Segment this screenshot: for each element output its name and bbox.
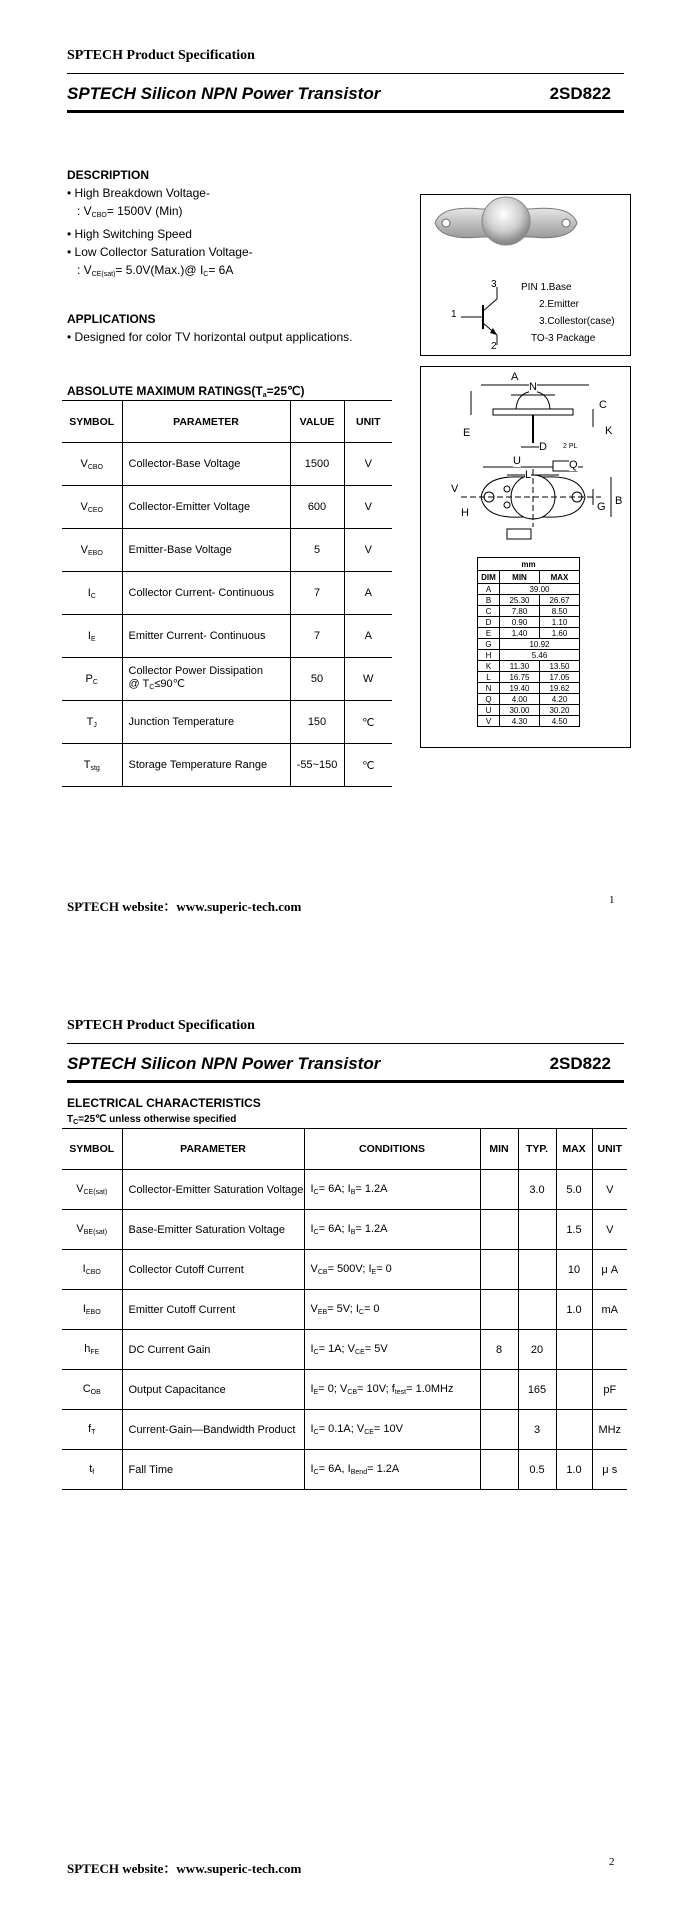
dimension-row	[478, 628, 580, 639]
dimension-header-dim: DIM	[478, 571, 500, 584]
parameter-cell: Collector-Emitter Voltage	[122, 486, 290, 529]
dimension-header-max: MAX	[540, 571, 580, 584]
dimension-row	[478, 606, 580, 617]
electrical-header-min: MIN	[480, 1129, 518, 1170]
pin-legend	[521, 279, 615, 347]
applications-item: • Designed for color TV horizontal output applications.	[67, 330, 353, 344]
ratings-header-row	[62, 401, 392, 443]
unit-cell: ℃	[344, 701, 392, 744]
dimension-label: B	[615, 495, 623, 507]
header-title: SPTECH Silicon NPN Power Transistor	[67, 1054, 381, 1073]
electrical-row	[62, 1330, 627, 1370]
unit-cell: pF	[592, 1370, 627, 1410]
parameter-cell: Collector-Emitter Saturation Voltage	[122, 1170, 304, 1210]
typ-cell	[518, 1210, 556, 1250]
description-list	[67, 184, 253, 284]
dimension-row	[478, 694, 580, 705]
symbol-cell: $V_{BE(sat)}$	[62, 1210, 122, 1250]
dimension-label: K	[605, 425, 613, 437]
electrical-row	[62, 1210, 627, 1250]
symbol-cell: $V_{CEO}$	[62, 486, 122, 529]
typ-cell: 0.5	[518, 1450, 556, 1490]
ratings-row	[62, 615, 392, 658]
unit-cell: W	[344, 658, 392, 701]
value-cell: 600	[290, 486, 344, 529]
unit-cell: MHz	[592, 1410, 627, 1450]
electrical-header-row	[62, 1129, 627, 1170]
electrical-header-typ: TYP.	[518, 1129, 556, 1170]
conditions-cell: $V_{EB}= 5V$; $I_C= 0$	[304, 1290, 480, 1330]
unit-cell: A	[344, 572, 392, 615]
symbol-cell: $V_{CBO}$	[62, 443, 122, 486]
parameter-cell: Storage Temperature Range	[122, 744, 290, 787]
value-cell: -55~150	[290, 744, 344, 787]
dimension-row	[478, 617, 580, 628]
dimension-figure	[420, 366, 631, 748]
footer-website: SPTECH website：www.superic-tech.com	[67, 1861, 302, 1876]
ratings-header-unit: UNIT	[344, 401, 392, 443]
header-spec: SPTECH Product Specification	[67, 1018, 255, 1033]
parameter-cell: Fall Time	[122, 1450, 304, 1490]
ratings-row	[62, 486, 392, 529]
symbol-cell: $I_C$	[62, 572, 122, 615]
min-cell	[480, 1250, 518, 1290]
dimension-label: G	[597, 501, 606, 513]
electrical-header-symbol: SYMBOL	[62, 1129, 122, 1170]
dim-value-cell: 8.50	[540, 606, 580, 617]
header-divider	[67, 1043, 624, 1044]
dim-cell: D	[478, 617, 500, 628]
package-figure	[420, 194, 631, 356]
dim-cell: E	[478, 628, 500, 639]
dim-value-cell: 1.10	[540, 617, 580, 628]
dimension-label: A	[511, 371, 519, 383]
electrical-row	[62, 1370, 627, 1410]
pin-legend-collector: 3.Collestor(case)	[539, 316, 615, 327]
value-cell: 7	[290, 615, 344, 658]
max-cell: 10	[556, 1250, 592, 1290]
dim-value-cell: 25.30	[500, 595, 540, 606]
dim-value-cell: 4.20	[540, 694, 580, 705]
min-cell: 8	[480, 1330, 518, 1370]
symbol-cell: $T_J$	[62, 701, 122, 744]
dimension-label: L	[525, 469, 532, 481]
dim-value-cell: 7.80	[500, 606, 540, 617]
typ-cell	[518, 1290, 556, 1330]
page-2	[0, 960, 678, 1920]
max-cell: 1.0	[556, 1290, 592, 1330]
unit-cell: μ s	[592, 1450, 627, 1490]
electrical-row	[62, 1410, 627, 1450]
dim-value-cell: 10.92	[500, 639, 580, 650]
parameter-cell: Emitter Cutoff Current	[122, 1290, 304, 1330]
pin-number-1: 1	[451, 309, 457, 320]
dim-value-cell: 16.75	[500, 672, 540, 683]
pin-legend-emitter: 2.Emitter	[539, 299, 580, 310]
dimension-drawing	[421, 367, 632, 547]
dim-value-cell: 26.67	[540, 595, 580, 606]
electrical-header-parameter: PARAMETER	[122, 1129, 304, 1170]
dimension-label: H	[461, 507, 469, 519]
dim-value-cell: 11.30	[500, 661, 540, 672]
header-part-number: 2SD822	[549, 84, 611, 103]
conditions-cell: $I_E= 0$; $V_{CB}= 10V$; $f_{test}= 1.0MHz$	[304, 1370, 480, 1410]
dimension-row	[478, 650, 580, 661]
dimension-label: D	[539, 441, 547, 453]
dimension-row	[478, 639, 580, 650]
value-cell: 50	[290, 658, 344, 701]
symbol-cell: $I_{EBO}$	[62, 1290, 122, 1330]
symbol-cell: $V_{CE(sat)}$	[62, 1170, 122, 1210]
header-rule	[67, 110, 624, 113]
min-cell	[480, 1170, 518, 1210]
description-item: : $V_{CE(sat)}=$ 5.0V(Max.)@ $I_C= 6A$	[77, 263, 234, 278]
electrical-heading: ELECTRICAL CHARACTERISTICS	[67, 1096, 261, 1110]
symbol-cell: $T_{stg}$	[62, 744, 122, 787]
dimension-label: N	[529, 381, 537, 393]
description-item: : $V_{CBO}= 1500V$ (Min)	[77, 204, 183, 219]
conditions-cell: $V_{CB}= 500V$; $I_E= 0$	[304, 1250, 480, 1290]
parameter-cell: Emitter-Base Voltage	[122, 529, 290, 572]
pin-number-2: 2	[491, 341, 497, 352]
dim-cell: N	[478, 683, 500, 694]
footer-website: SPTECH website：www.superic-tech.com	[67, 899, 302, 914]
dim-cell: L	[478, 672, 500, 683]
dimension-row	[478, 584, 580, 595]
dim-cell: H	[478, 650, 500, 661]
typ-cell: 3.0	[518, 1170, 556, 1210]
header-rule	[67, 1080, 624, 1083]
electrical-table	[62, 1128, 627, 1490]
symbol-cell: $t_f$	[62, 1450, 122, 1490]
description-item: • High Switching Speed	[67, 227, 192, 241]
max-cell	[556, 1370, 592, 1410]
dimension-row	[478, 716, 580, 727]
package-name: TO-3 Package	[531, 333, 596, 344]
page-number: 2	[609, 1856, 615, 1868]
dimension-table	[477, 557, 580, 727]
value-cell: 7	[290, 572, 344, 615]
parameter-cell: Collector Power Dissipation @ $T_C\le 90℃$	[122, 658, 290, 701]
symbol-cell: $f_T$	[62, 1410, 122, 1450]
typ-cell: 165	[518, 1370, 556, 1410]
max-cell: 1.0	[556, 1450, 592, 1490]
symbol-cell: $I_E$	[62, 615, 122, 658]
dim-cell: V	[478, 716, 500, 727]
parameter-cell: Collector-Base Voltage	[122, 443, 290, 486]
dim-value-cell: 19.62	[540, 683, 580, 694]
unit-cell: V	[344, 443, 392, 486]
electrical-row	[62, 1450, 627, 1490]
dim-cell: Q	[478, 694, 500, 705]
conditions-cell: $I_C= 0.1A$; $V_{CE}= 10V$	[304, 1410, 480, 1450]
ratings-row	[62, 744, 392, 787]
dim-cell: C	[478, 606, 500, 617]
unit-cell: mA	[592, 1290, 627, 1330]
ratings-heading: ABSOLUTE MAXIMUM $RATINGS(T_a=25℃)$	[67, 384, 305, 399]
ratings-header-parameter: PARAMETER	[122, 401, 290, 443]
typ-cell	[518, 1250, 556, 1290]
dimension-unit: mm	[478, 558, 580, 571]
pin-number-3: 3	[491, 279, 497, 290]
dim-value-cell: 5.46	[500, 650, 580, 661]
dim-value-cell: 39.00	[500, 584, 580, 595]
header-title: SPTECH Silicon NPN Power Transistor	[67, 84, 381, 103]
page-number: 1	[609, 894, 615, 906]
description-item: • High Breakdown Voltage-	[67, 186, 210, 200]
electrical-row	[62, 1170, 627, 1210]
symbol-cell: $P_C$	[62, 658, 122, 701]
conditions-cell: $I_C= 6A$; $I_B= 1.2A$	[304, 1210, 480, 1250]
conditions-cell: $I_C= 1A$; $V_{CE}= 5V$	[304, 1330, 480, 1370]
electrical-header-unit: UNIT	[592, 1129, 627, 1170]
dimension-label: Q	[569, 459, 578, 471]
value-cell: 5	[290, 529, 344, 572]
conditions-cell: $I_C= 6A$, $I_{Bend}= 1.2A$	[304, 1450, 480, 1490]
dim-value-cell: 30.00	[500, 705, 540, 716]
unit-cell: V	[592, 1210, 627, 1250]
applications-heading: APPLICATIONS	[67, 312, 156, 326]
dim-value-cell: 30.20	[540, 705, 580, 716]
min-cell	[480, 1290, 518, 1330]
symbol-cell: $h_{FE}$	[62, 1330, 122, 1370]
applications-list	[67, 328, 352, 346]
ratings-row	[62, 572, 392, 615]
ratings-row	[62, 658, 392, 701]
dimension-row	[478, 661, 580, 672]
parameter-cell: Current-Gain—Bandwidth Product	[122, 1410, 304, 1450]
ratings-table	[62, 400, 392, 787]
dim-value-cell: 13.50	[540, 661, 580, 672]
unit-cell	[592, 1330, 627, 1370]
electrical-row	[62, 1290, 627, 1330]
unit-cell: ℃	[344, 744, 392, 787]
symbol-cell: $I_{CBO}$	[62, 1250, 122, 1290]
header-spec: SPTECH Product Specification	[67, 48, 255, 63]
typ-cell: 3	[518, 1410, 556, 1450]
symbol-cell: $C_{OB}$	[62, 1370, 122, 1410]
dim-value-cell: 1.40	[500, 628, 540, 639]
parameter-cell: Collector Cutoff Current	[122, 1250, 304, 1290]
unit-cell: V	[344, 529, 392, 572]
ratings-header-value: VALUE	[290, 401, 344, 443]
pin-legend-title: PIN 1.Base	[521, 282, 572, 293]
value-cell: 150	[290, 701, 344, 744]
dim-cell: U	[478, 705, 500, 716]
parameter-cell: DC Current Gain	[122, 1330, 304, 1370]
dim-value-cell: 1.60	[540, 628, 580, 639]
typ-cell: 20	[518, 1330, 556, 1370]
max-cell: 1.5	[556, 1210, 592, 1250]
unit-cell: V	[344, 486, 392, 529]
description-item: • Low Collector Saturation Voltage-	[67, 245, 253, 259]
max-cell	[556, 1330, 592, 1370]
dimension-label: E	[463, 427, 471, 439]
dim-cell: B	[478, 595, 500, 606]
min-cell	[480, 1450, 518, 1490]
dimension-label: V	[451, 483, 459, 495]
symbol-cell: $V_{EBO}$	[62, 529, 122, 572]
dimension-row	[478, 595, 580, 606]
description-heading: DESCRIPTION	[67, 168, 150, 182]
parameter-cell: Collector Current- Continuous	[122, 572, 290, 615]
unit-cell: V	[592, 1170, 627, 1210]
dimension-row	[478, 672, 580, 683]
conditions-cell: $I_C= 6A$; $I_B= 1.2A$	[304, 1170, 480, 1210]
max-cell	[556, 1410, 592, 1450]
header-part-number: 2SD822	[549, 1054, 611, 1073]
ratings-row	[62, 701, 392, 744]
max-cell: 5.0	[556, 1170, 592, 1210]
dimension-row	[478, 705, 580, 716]
unit-cell: μ A	[592, 1250, 627, 1290]
dim-value-cell: 4.00	[500, 694, 540, 705]
electrical-header-conditions: CONDITIONS	[304, 1129, 480, 1170]
ratings-header-symbol: SYMBOL	[62, 401, 122, 443]
header-divider	[67, 73, 624, 74]
dim-cell: A	[478, 584, 500, 595]
electrical-header-max: MAX	[556, 1129, 592, 1170]
dimension-row	[478, 683, 580, 694]
unit-cell: A	[344, 615, 392, 658]
parameter-cell: Output Capacitance	[122, 1370, 304, 1410]
min-cell	[480, 1210, 518, 1250]
dim-value-cell: 19.40	[500, 683, 540, 694]
electrical-conditions: $T_C=25℃$ unless otherwise specified	[67, 1114, 237, 1126]
electrical-row	[62, 1250, 627, 1290]
dim-cell: G	[478, 639, 500, 650]
parameter-cell: Junction Temperature	[122, 701, 290, 744]
min-cell	[480, 1370, 518, 1410]
dimension-label: U	[513, 455, 521, 467]
dim-value-cell: 4.50	[540, 716, 580, 727]
ratings-row	[62, 443, 392, 486]
parameter-cell: Emitter Current- Continuous	[122, 615, 290, 658]
dim-value-cell: 4.30	[500, 716, 540, 727]
dim-value-cell: 17.05	[540, 672, 580, 683]
value-cell: 1500	[290, 443, 344, 486]
dimension-header-min: MIN	[500, 571, 540, 584]
ratings-row	[62, 529, 392, 572]
dim-value-cell: 0.90	[500, 617, 540, 628]
min-cell	[480, 1410, 518, 1450]
parameter-cell: Base-Emitter Saturation Voltage	[122, 1210, 304, 1250]
dim-cell: K	[478, 661, 500, 672]
dimension-label: C	[599, 399, 607, 411]
dimension-label: 2 PL	[563, 443, 578, 450]
